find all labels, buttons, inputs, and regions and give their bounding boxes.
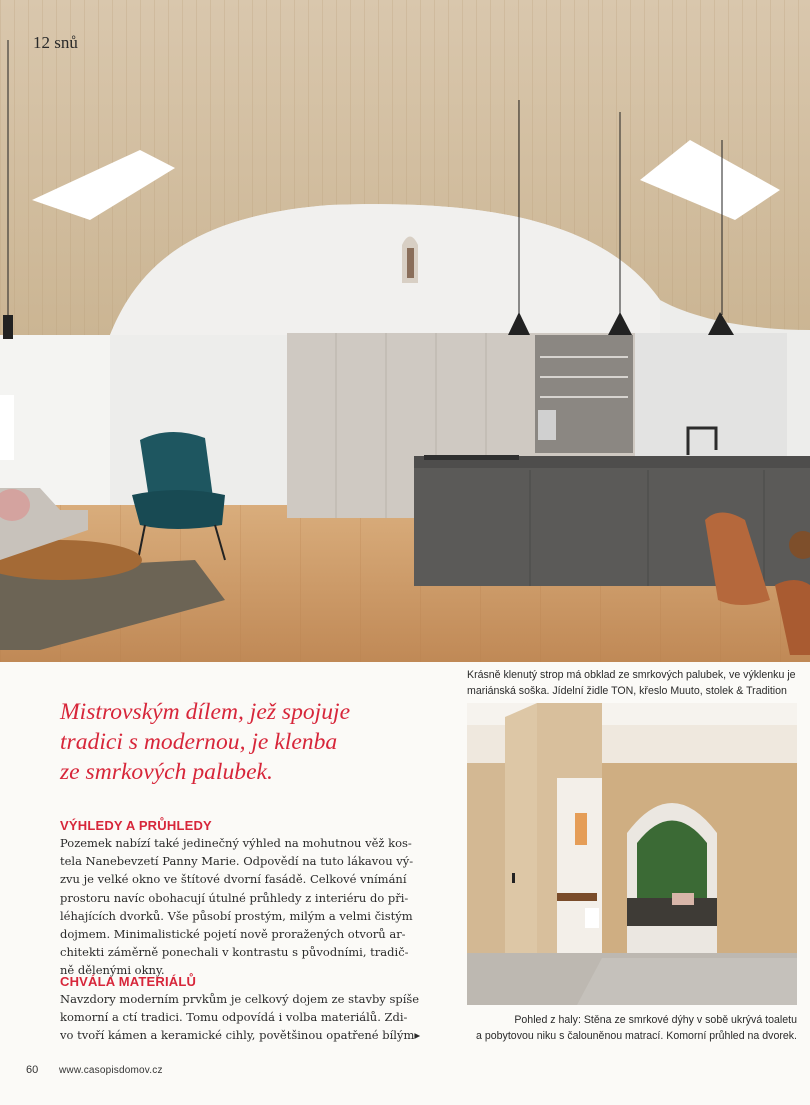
body-line: Pozemek nabízí také jedinečný výhled na mohutnou věž kos- [60,836,412,850]
body-line: komorní a ctí tradici. Tomu odpovídá i volba materiálů. Zdi- [60,1010,408,1025]
site-url: www.casopisdomov.cz [59,1065,163,1076]
pull-quote-line: ze smrkových palubek. [60,759,273,785]
section-title-chvala: CHVÁLA MATERIÁLŮ [60,974,197,989]
pull-quote [60,697,400,787]
body-line: prostoru navíc obohacují útulné průhledy z interiéru do při- [60,890,409,905]
photo-bottom-caption [467,1012,797,1044]
section-title-vyhledy: VÝHLEDY A PRŮHLEDY [60,818,212,833]
hallway-photo-illustration [467,703,797,1005]
body-line: léhajících dvorků. Vše působí prostým, milým a velmi čistým [60,908,413,923]
body-line: tela Nanebevzetí Panny Marie. Odpovědí na tuto lákavou vý- [60,854,414,869]
caption-line: Pohled z haly: Stěna ze smrkové dýhy v sobě ukrývá toaletu [514,1014,797,1026]
body-line: ně dělenými okny. [60,963,165,978]
body-line: Navzdory moderním prvkům je celkový dojem ze stavby spíše [60,992,420,1006]
body-line: zvu je velké okno ve štítové dvorní fasádě. Celkové vnímání [60,872,407,887]
body-line: chitekti záměrně ponechali v kontrastu s původními, tradič- [60,945,409,960]
page-number: 60 [26,1064,39,1076]
photo-top-caption: Krásně klenutý strop má obklad ze smrkových palubek, ve výklenku je mariánská soška. Jídelní židle TON, křeslo Muuto, stolek & Tradition [467,669,796,697]
caption-line: a pobytovou niku s čalouněnou matrací. Komorní průhled na dvorek. [476,1030,797,1042]
body-line: dojmem. Minimalistické pojetí nově proražených otvorů ar- [60,927,406,942]
pull-quote-line: tradici s modernou, je klenba [60,729,338,755]
section-body-chvala [60,990,454,1045]
page-tag: 12 snů [33,33,78,52]
pull-quote-line: Mistrovským dílem, jež spojuje [60,699,351,725]
body-line: vo tvoří kámen a keramické cihly, povětšinou opatřené bílým▸ [60,1028,421,1043]
section-body-vyhledy [60,834,454,980]
hallway-photo [467,703,797,1005]
